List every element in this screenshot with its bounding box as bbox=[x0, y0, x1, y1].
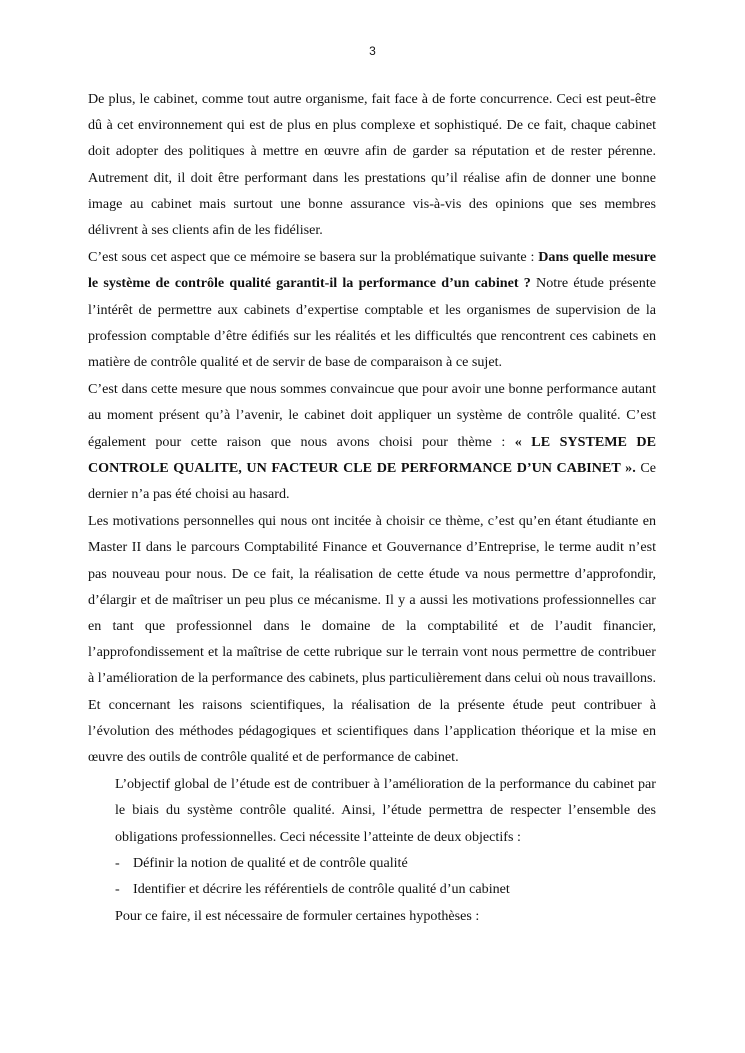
paragraph-problem-statement bbox=[88, 244, 656, 375]
document-body bbox=[88, 86, 656, 930]
list-item bbox=[115, 850, 656, 876]
paragraph-objective: L’objectif global de l’étude est de contribuer à l’amélioration de la performance du cabinet par le biais du système contrôle qualité. Ainsi, l’étude permettra de respecter l’ensemble des obligations professionnelles. Ceci nécessite l’atteinte de deux objectifs : bbox=[115, 776, 656, 845]
paragraph-motivations: Les motivations personnelles qui nous ont incitée à choisir ce thème, c’est qu’en étant étudiante en Master II dans le parcours Comptabilité Finance et Gouvernance d’Entreprise, le terme audit n’est pas nouveau pour nous. De ce fait, la réalisation de cette étude va nous permettre d’approfondir, d’élargir et de maîtriser un peu plus ce mécanisme. Il y a aussi les motivations professionnelles car en tant que professionnel dans le domaine de la comptabilité et de l’audit financier, l’approfondissement et la maîtrise de cette rubrique sur le terrain vont nous permettre de contribuer à l’amélioration de la performance des cabinets, plus particulièrement dans celui où nous travaillons. Et concernant les raisons scientifiques, la réalisation de la présente étude peut contribuer à l’évolution des méthodes pédagogiques et scientifiques dans l’application théorique et la mise en œuvre des outils de contrôle qualité et de performance de cabinet. bbox=[88, 513, 656, 766]
list-item-text: Identifier et décrire les référentiels de contrôle qualité d’un cabinet bbox=[133, 881, 510, 898]
problem-interest-text: Notre étude présente l’intérêt de permettre aux cabinets d’expertise comptable et les organismes de supervision de la profession comptable d’être édifiés sur les réalités et les difficultés que rencontrent ces cabinets en matière de contrôle qualité et de servir de base de comparaison à ce sujet. bbox=[88, 275, 657, 371]
paragraph-hypotheses-intro: Pour ce faire, il est nécessaire de formuler certaines hypothèses : bbox=[115, 908, 480, 925]
list-item-text: Définir la notion de qualité et de contrôle qualité bbox=[133, 854, 408, 871]
theme-intro-text: C’est dans cette mesure que nous sommes convaincue que pour avoir une bonne performance autant au moment présent qu’à l’avenir, le cabinet doit appliquer un système de contrôle qualité. C’est également pour cette raison que nous avons choisi pour thème : bbox=[88, 381, 656, 450]
list-item bbox=[115, 876, 656, 902]
page-number: 3 bbox=[369, 44, 376, 58]
objectives-section bbox=[115, 771, 656, 929]
paragraph-theme bbox=[88, 376, 656, 507]
problem-intro-text: C’est sous cet aspect que ce mémoire se basera sur la problématique suivante : bbox=[88, 249, 539, 266]
objectives-list bbox=[115, 850, 656, 902]
research-question: Dans quelle mesure le système de contrôle qualité garantit-il la performance d’un cabinet ? bbox=[88, 249, 656, 292]
list-dash: - bbox=[115, 854, 120, 871]
theme-title: « LE SYSTEME DE CONTROLE QUALITE, UN FACTEUR CLE DE PERFORMANCE D’UN CABINET ». bbox=[88, 433, 657, 476]
paragraph-competition: De plus, le cabinet, comme tout autre organisme, fait face à de forte concurrence. Ceci est peut-être dû à cet environnement qui est de plus en plus complexe et sophistiqué. De ce fait, chaque cabinet doit adopter des politiques à mettre en œuvre afin de garder sa réputation et de rester pérenne. Autrement dit, il doit être performant dans les prestations qu’il réalise afin de donner une bonne image au cabinet mais surtout une bonne assurance vis-à-vis des opinions que ses membres délivrent à ses clients afin de les fidéliser. bbox=[88, 91, 656, 239]
list-dash: - bbox=[115, 881, 120, 898]
theme-closing-text: Ce dernier n’a pas été choisi au hasard. bbox=[88, 459, 656, 503]
